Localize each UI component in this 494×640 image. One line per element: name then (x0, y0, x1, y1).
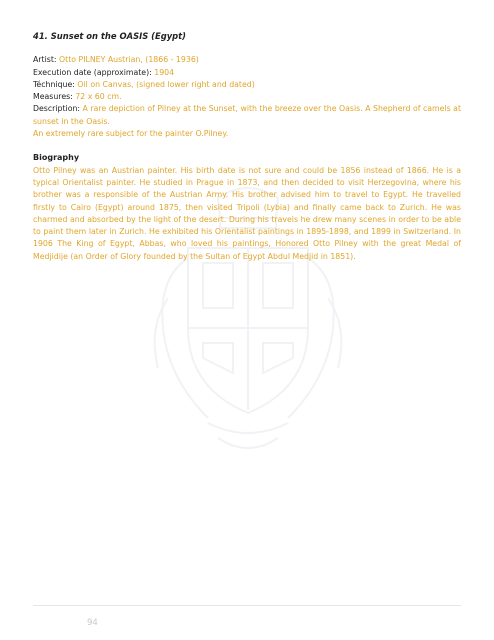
artist-line (33, 54, 461, 66)
artist-value: Otto PILNEY Austrian, (1866 - 1936) (56, 55, 199, 65)
technique-line (33, 79, 461, 91)
footer-divider (33, 605, 461, 606)
page-number: 94 (87, 618, 98, 628)
date-label: Execution date (approximate): (33, 67, 152, 77)
technique-label: Téchnique: (33, 79, 75, 89)
measures-label: Measures: (33, 92, 73, 102)
description-value: A rare depiction of Pilney at the Sunset, with the breeze over the Oasis. A Shepherd of camels at sunset in the Oasis. (33, 104, 461, 126)
date-line (33, 67, 461, 79)
description-line (33, 103, 461, 128)
technique-value: Oil on Canvas, (signed lower right and dated) (74, 79, 255, 89)
measures-value: 72 x 60 cm. (72, 92, 122, 102)
date-value: 1904 (151, 67, 175, 77)
entry-title: 41. Sunset on the OASIS (Egypt) (33, 31, 187, 41)
artist-label: Artist: (33, 55, 57, 65)
biography-text: Otto Pilney was an Austrian painter. His birth date is not sure and could be 1856 instead of 1866. He is a typical Orientalist painter. He studied in Prague in 1873, and then decided to visit Herzegovina, where his brother was a responsible of the Austrian Army. His brother advised him to travel to Egypt. He travelled firstly to Cairo (Egypt) around 1875, then visited Tripoli (Lybia) and finally came back to Zurich. He was charmed and absorbed by the light of the desert. During his travels he drew many scenes in order to be able to paint them later in Zurich. He exhibited his Orientalist paintings in 1895-1898, and 1899 in Switzerland. In 1906 The King of Egypt, Abbas, who loved his paintings, Honored Otto Pilney with the great Medal of Medjidije (an Order of Glory founded by the Sultan of Egypt Abdul Medjid in 1851). (33, 165, 461, 261)
measures-line (33, 91, 461, 103)
description-note: An extremely rare subject for the painter O.Pilney. (33, 129, 229, 139)
description-label: Description: (33, 104, 81, 114)
biography-heading: Biography (33, 153, 80, 163)
catalog-entry (33, 30, 461, 263)
